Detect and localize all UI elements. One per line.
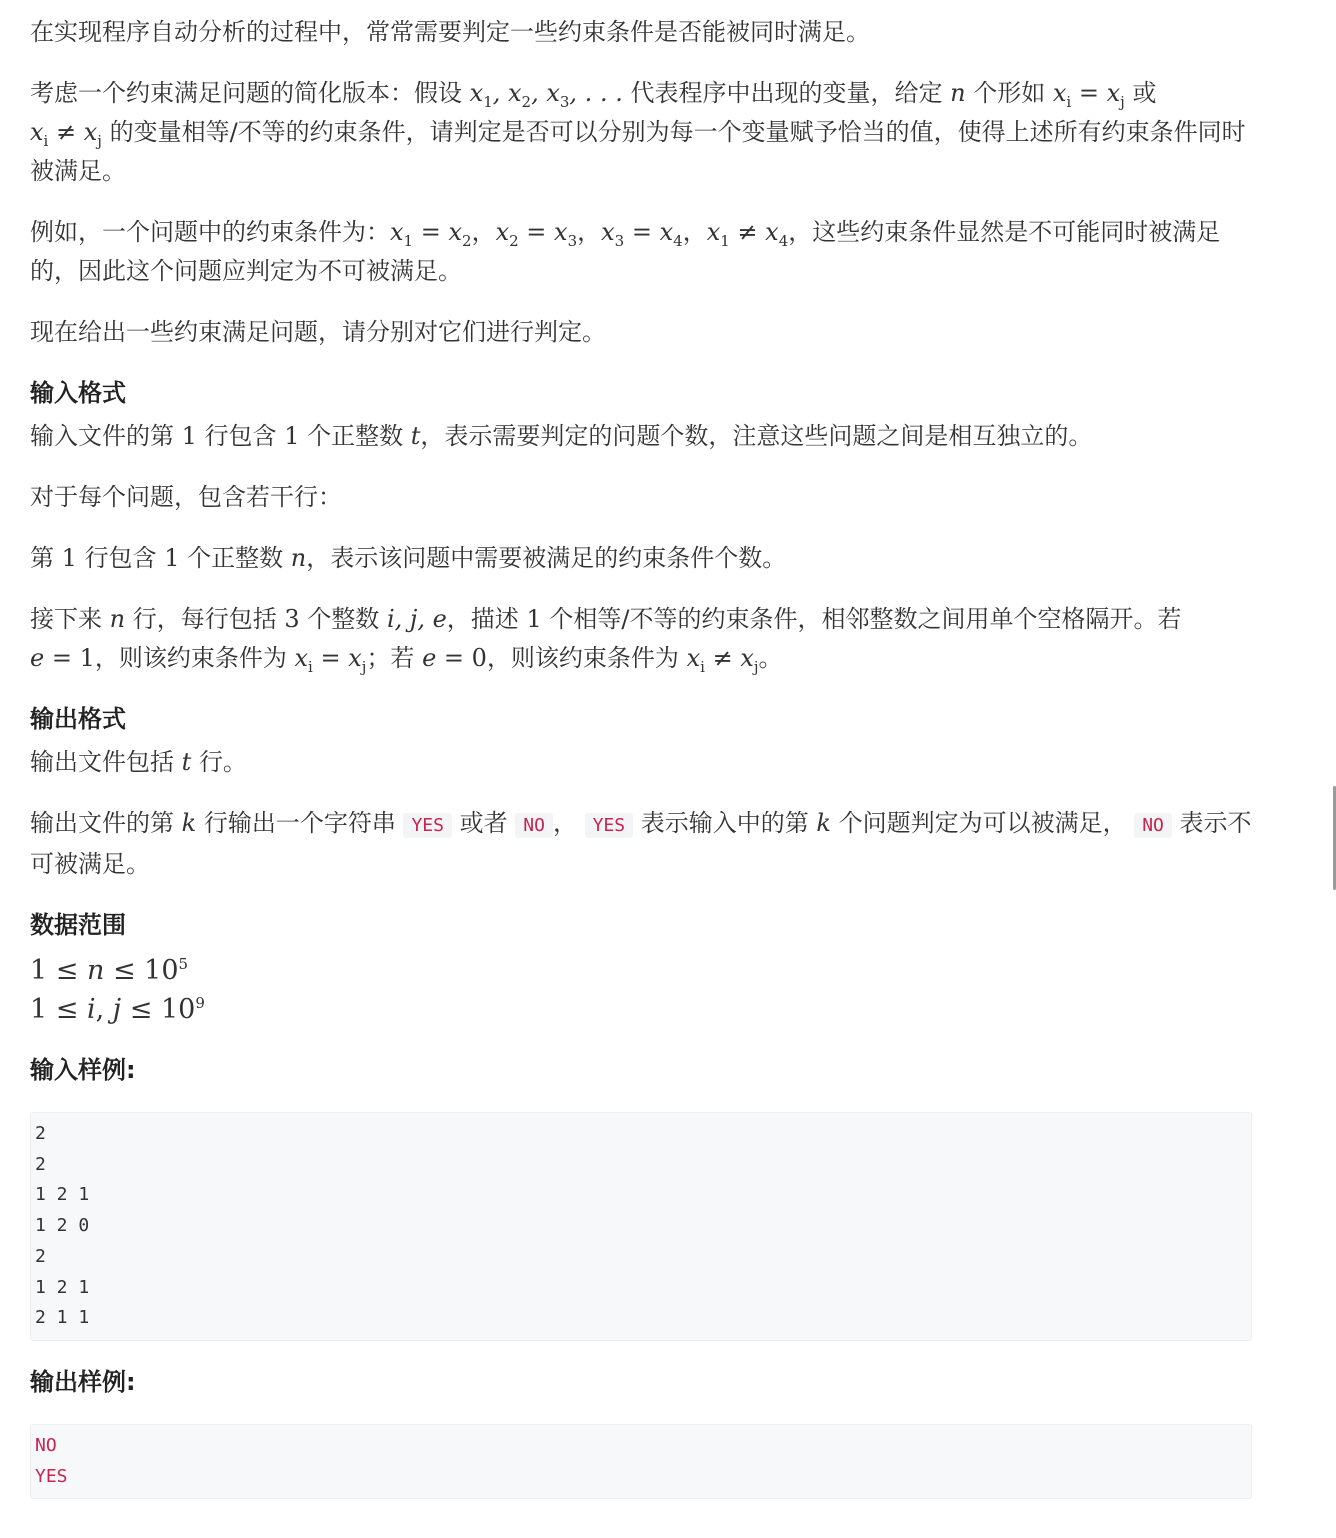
sample-output-block: NO YES (30, 1424, 1252, 1499)
example-paragraph: 例如，一个问题中的约束条件为：$x_1 = x_2$，$x_2 = x_3$，$x_3 = x_4$，$x_1 \ne x_4$，这些约束条件显然是不可能同时被满足的，因此这个问题应判定为不可被满足。 (30, 218, 1221, 285)
intro-paragraph: 在实现程序自动分析的过程中，常常需要判定一些约束条件是否能被同时满足。 (30, 18, 870, 46)
sample-output-heading: 输出样例: (30, 1367, 136, 1396)
data-range-heading: 数据范围 (30, 911, 126, 939)
problem-definition-paragraph: 考虑一个约束满足问题的简化版本：假设 $x_1$, $x_2$, $x_3$, . . . 代表程序中出现的变量，给定 n 个形如 $x_i = x_j$ 或 $x_i \ne x_j$ 的变量相等/不等的约束条件，请判定是否可以分别为每一个变量赋予恰当的值，使得上述所有约束条件同时被满足。 (30, 79, 1246, 185)
output-format-line-2: 输出文件的第 k 行输出一个字符串 YES 或者 NO ， YES 表示输入中的第 k 个问题判定为可以被满足， NO 表示不可被满足。 (30, 809, 1252, 878)
task-paragraph: 现在给出一些约束满足问题，请分别对它们进行判定。 (30, 318, 606, 346)
problem-statement (30, 0, 1252, 1499)
sample-input-heading: 输入样例: (30, 1056, 136, 1084)
output-format-line-1: 输出文件包括 t 行。 (30, 748, 247, 776)
range-n: $1 \le n \le 10^5$ (30, 955, 189, 986)
output-format-heading: 输出格式 (30, 705, 126, 733)
range-ij: 1 ≤ i, $j \le 10^9$ (30, 994, 205, 1025)
no-code-2: NO (1134, 813, 1172, 838)
input-format-line-4: 接下来 n 行，每行包括 3 个整数 i, j, e，描述 1 个相等/不等的约束条件，相邻整数之间用单个空格隔开。若 e = 1，则该约束条件为 $x_i = x_j$；若 e = 0，则该约束条件为 $x_i \ne x_j$。 (30, 605, 1182, 676)
input-format-line-1: 输入文件的第 1 行包含 1 个正整数 t，表示需要判定的问题个数，注意这些问题之间是相互独立的。 (30, 422, 1093, 450)
yes-code-2: YES (585, 813, 634, 838)
no-code: NO (515, 813, 553, 838)
input-format-line-2: 对于每个问题，包含若干行： (30, 483, 342, 511)
yes-code: YES (403, 813, 452, 838)
sample-input-block: 2 2 1 2 1 1 2 0 2 1 2 1 2 1 1 (30, 1112, 1252, 1341)
input-format-heading: 输入格式 (30, 379, 126, 407)
input-format-line-3: 第 1 行包含 1 个正整数 n，表示该问题中需要被满足的约束条件个数。 (30, 544, 787, 572)
